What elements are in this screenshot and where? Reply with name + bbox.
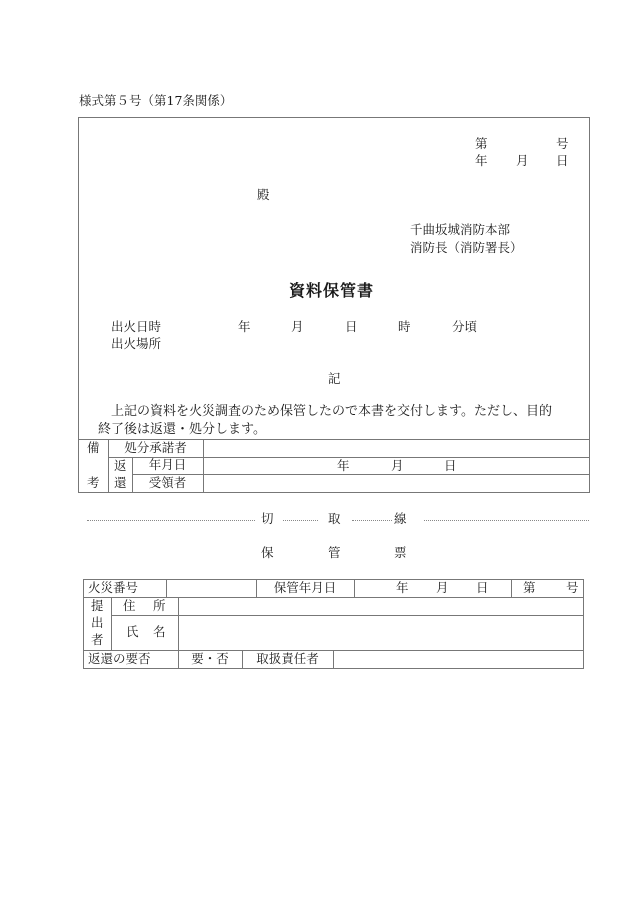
receipt-r1-col-4 <box>511 579 512 597</box>
fire-place-label: 出火場所 <box>111 336 162 351</box>
date-month: 月 <box>516 153 529 168</box>
addressee-suffix: 殿 <box>257 187 270 202</box>
handler-label: 取扱責任者 <box>256 650 319 666</box>
disposal-consenter-label: 処分承諾者 <box>124 439 187 455</box>
disposal-consenter-field[interactable] <box>203 439 589 457</box>
submitter-char-1: 提 <box>91 598 104 613</box>
remarks-label-bottom: 考 <box>87 475 100 490</box>
name-field[interactable] <box>178 615 583 650</box>
return-date-year: 年 <box>337 458 350 473</box>
body-line-1: 上記の資料を火災調査のため保管したので本書を交付します。ただし、目的 <box>111 404 552 419</box>
fire-day: 日 <box>345 319 358 334</box>
address-field[interactable] <box>178 597 583 615</box>
date-year: 年 <box>475 153 488 168</box>
issuer-org: 千曲坂城消防本部 <box>410 222 511 237</box>
handler-field[interactable] <box>333 650 583 668</box>
cut-line-segment-4 <box>424 520 589 521</box>
cut-char-2: 取 <box>328 511 341 526</box>
body-line-2: 終了後は返還・処分します。 <box>98 422 266 437</box>
storage-year: 年 <box>396 580 409 595</box>
address-label-char-1: 住 <box>123 598 136 613</box>
fire-year: 年 <box>238 319 251 334</box>
fire-datetime-label: 出火日時 <box>111 319 162 334</box>
receipt-title-char-2: 管 <box>328 545 341 560</box>
cut-line-segment-2 <box>283 520 318 521</box>
cut-char-3: 線 <box>394 511 407 526</box>
name-label-char-2: 名 <box>153 624 166 639</box>
return-date-day: 日 <box>444 458 457 473</box>
number-prefix: 第 <box>475 136 488 151</box>
remarks-label-top: 備 <box>87 440 100 455</box>
cut-line-segment-3 <box>352 520 392 521</box>
fire-hour: 時 <box>398 319 411 334</box>
issuer-title: 消防長（消防署長） <box>410 240 523 255</box>
return-date-month: 月 <box>391 458 404 473</box>
storage-date-label: 保管年月日 <box>273 579 337 595</box>
receipt-r2-col-1 <box>111 597 112 650</box>
fire-month: 月 <box>291 319 304 334</box>
cut-char-1: 切 <box>261 511 274 526</box>
number-suffix: 号 <box>556 136 569 151</box>
receipt-title-char-1: 保 <box>261 545 274 560</box>
return-needed-label: 返還の要否 <box>88 651 151 666</box>
receiver-label: 受領者 <box>148 474 187 490</box>
address-label-char-2: 所 <box>153 598 166 613</box>
receipt-no-suffix: 号 <box>566 580 579 595</box>
receipt-no-prefix: 第 <box>523 580 536 595</box>
name-label-char-1: 氏 <box>126 624 139 639</box>
document-title: 資料保管書 <box>289 281 375 300</box>
receipt-r1-col-3 <box>354 579 355 597</box>
storage-day: 日 <box>476 580 489 595</box>
storage-month: 月 <box>436 580 449 595</box>
return-label-bottom: 還 <box>114 475 127 490</box>
receipt-title-char-3: 票 <box>394 545 407 560</box>
form-label: 様式第５号（第17条関係） <box>79 93 233 108</box>
receiver-field[interactable] <box>203 474 589 492</box>
fire-number-label: 火災番号 <box>88 580 139 595</box>
return-date-label: 年月日 <box>148 457 187 473</box>
ki-mark: 記 <box>328 371 341 386</box>
date-day: 日 <box>556 153 569 168</box>
return-label-top: 返 <box>114 458 127 473</box>
submitter-char-3: 者 <box>91 632 104 647</box>
fire-number-field[interactable] <box>166 579 256 597</box>
submitter-char-2: 出 <box>91 615 104 630</box>
fire-minute: 分頃 <box>452 319 478 334</box>
cut-line-segment-1 <box>87 520 255 521</box>
return-options[interactable]: 要・否 <box>191 650 229 666</box>
